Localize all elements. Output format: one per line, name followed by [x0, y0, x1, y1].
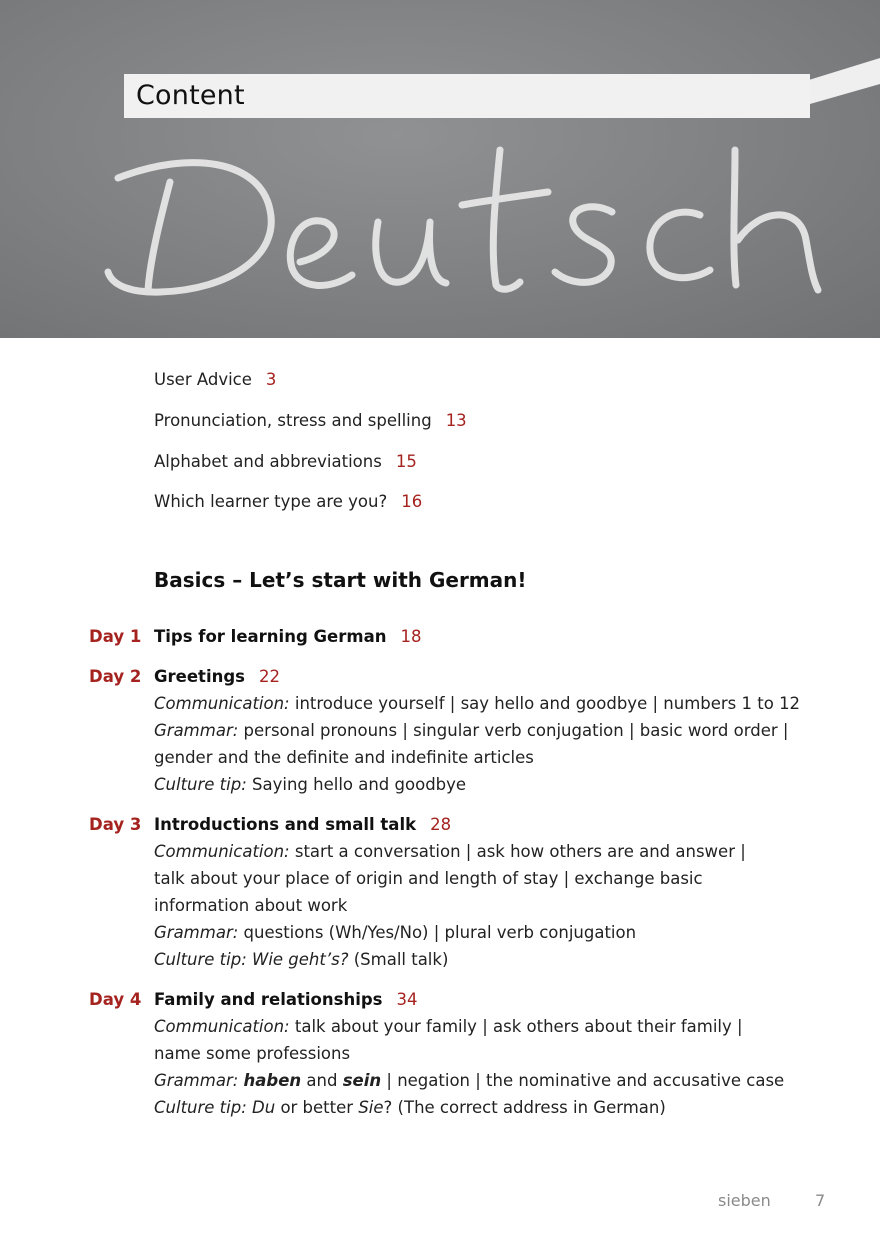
culture-du: Du [252, 1098, 276, 1117]
day-2-communication [154, 693, 800, 715]
day-title: Greetings [154, 667, 245, 686]
toc-day-2-title[interactable] [154, 666, 280, 688]
day-label: Day 1 [89, 627, 142, 646]
grammar-word-haben: haben [243, 1071, 302, 1090]
day-title: Family and relationships [154, 990, 383, 1009]
day-2-culture [154, 774, 466, 796]
page-number: 7 [815, 1191, 826, 1210]
chalk-lettering [108, 150, 818, 292]
day-4-communication-cont [154, 1043, 350, 1065]
day-label: Day 3 [89, 815, 142, 834]
toc-page-number: 13 [445, 411, 467, 430]
communication-text: name some professions [154, 1044, 351, 1063]
day-title: Introductions and small talk [154, 815, 417, 834]
toc-page-number: 22 [258, 667, 280, 686]
grammar-label: Grammar: [154, 721, 239, 740]
communication-label: Communication: [154, 1017, 290, 1036]
toc-day-3-title[interactable] [154, 814, 451, 836]
day-3-culture [154, 949, 448, 971]
toc-item-alphabet[interactable] [154, 451, 417, 473]
toc-page-number: 15 [395, 452, 417, 471]
toc-item-label: Alphabet and abbreviations [154, 452, 382, 471]
communication-label: Communication: [154, 694, 290, 713]
day-3-communication-cont2 [154, 895, 347, 917]
toc-item-pronunciation[interactable] [154, 410, 467, 432]
page-title: Content [136, 80, 245, 111]
toc-item-user-advice[interactable] [154, 369, 276, 391]
culture-label: Culture tip: [154, 775, 247, 794]
toc-page-number: 28 [430, 815, 452, 834]
culture-text: (The correct address in German) [397, 1098, 666, 1117]
day-2-grammar-cont [154, 747, 534, 769]
grammar-text: personal pronouns | singular verb conjugation | basic word order | [243, 721, 789, 740]
communication-text: information about work [154, 896, 348, 915]
day-2-grammar [154, 720, 788, 742]
culture-text: (Small talk) [353, 950, 449, 969]
toc-day-4-title[interactable] [154, 989, 417, 1011]
toc-item-learner-type[interactable] [154, 491, 422, 513]
culture-sie: Sie [358, 1098, 384, 1117]
day-4-culture [154, 1097, 666, 1119]
day-4-grammar [154, 1070, 784, 1092]
toc-page-number: 34 [396, 990, 418, 1009]
toc-item-label: Which learner type are you? [154, 492, 388, 511]
day-3-communication-cont [154, 868, 703, 890]
culture-label: Culture tip: [154, 1098, 247, 1117]
day-3-grammar [154, 922, 636, 944]
communication-label: Communication: [154, 842, 290, 861]
toc-page-number: 18 [400, 627, 422, 646]
toc-page-number: 16 [401, 492, 423, 511]
toc-day-1-title[interactable] [154, 626, 421, 648]
culture-italic: Wie geht’s? [252, 950, 349, 969]
day-title: Tips for learning German [154, 627, 387, 646]
culture-label: Culture tip: [154, 950, 247, 969]
chalkboard-hero [0, 0, 880, 338]
culture-question: ? [383, 1098, 393, 1117]
grammar-text: gender and the definite and indefinite articles [154, 748, 534, 767]
communication-text: talk about your family | ask others about their family | [294, 1017, 743, 1036]
grammar-label: Grammar: [154, 1071, 239, 1090]
toc-page-number: 3 [265, 370, 277, 389]
day-3-communication [154, 841, 746, 863]
section-heading: Basics – Let’s start with German! [154, 568, 527, 592]
culture-or: or better [280, 1098, 354, 1117]
grammar-and: and [306, 1071, 338, 1090]
page-word: sieben [718, 1191, 771, 1210]
grammar-label: Grammar: [154, 923, 239, 942]
communication-text: talk about your place of origin and length of stay | exchange basic [154, 869, 703, 888]
toc-item-label: Pronunciation, stress and spelling [154, 411, 432, 430]
communication-text: introduce yourself | say hello and goodbye | numbers 1 to 12 [294, 694, 801, 713]
day-4-communication [154, 1016, 743, 1038]
day-label: Day 4 [89, 990, 142, 1009]
culture-text: Saying hello and goodbye [252, 775, 467, 794]
title-box [124, 74, 810, 118]
grammar-word-sein: sein [342, 1071, 382, 1090]
chalk-illustration [0, 0, 880, 338]
toc-item-label: User Advice [154, 370, 252, 389]
communication-text: start a conversation | ask how others are and answer | [294, 842, 746, 861]
grammar-text: questions (Wh/Yes/No) | plural verb conjugation [243, 923, 637, 942]
grammar-text: | negation | the nominative and accusative case [386, 1071, 785, 1090]
day-label: Day 2 [89, 667, 142, 686]
